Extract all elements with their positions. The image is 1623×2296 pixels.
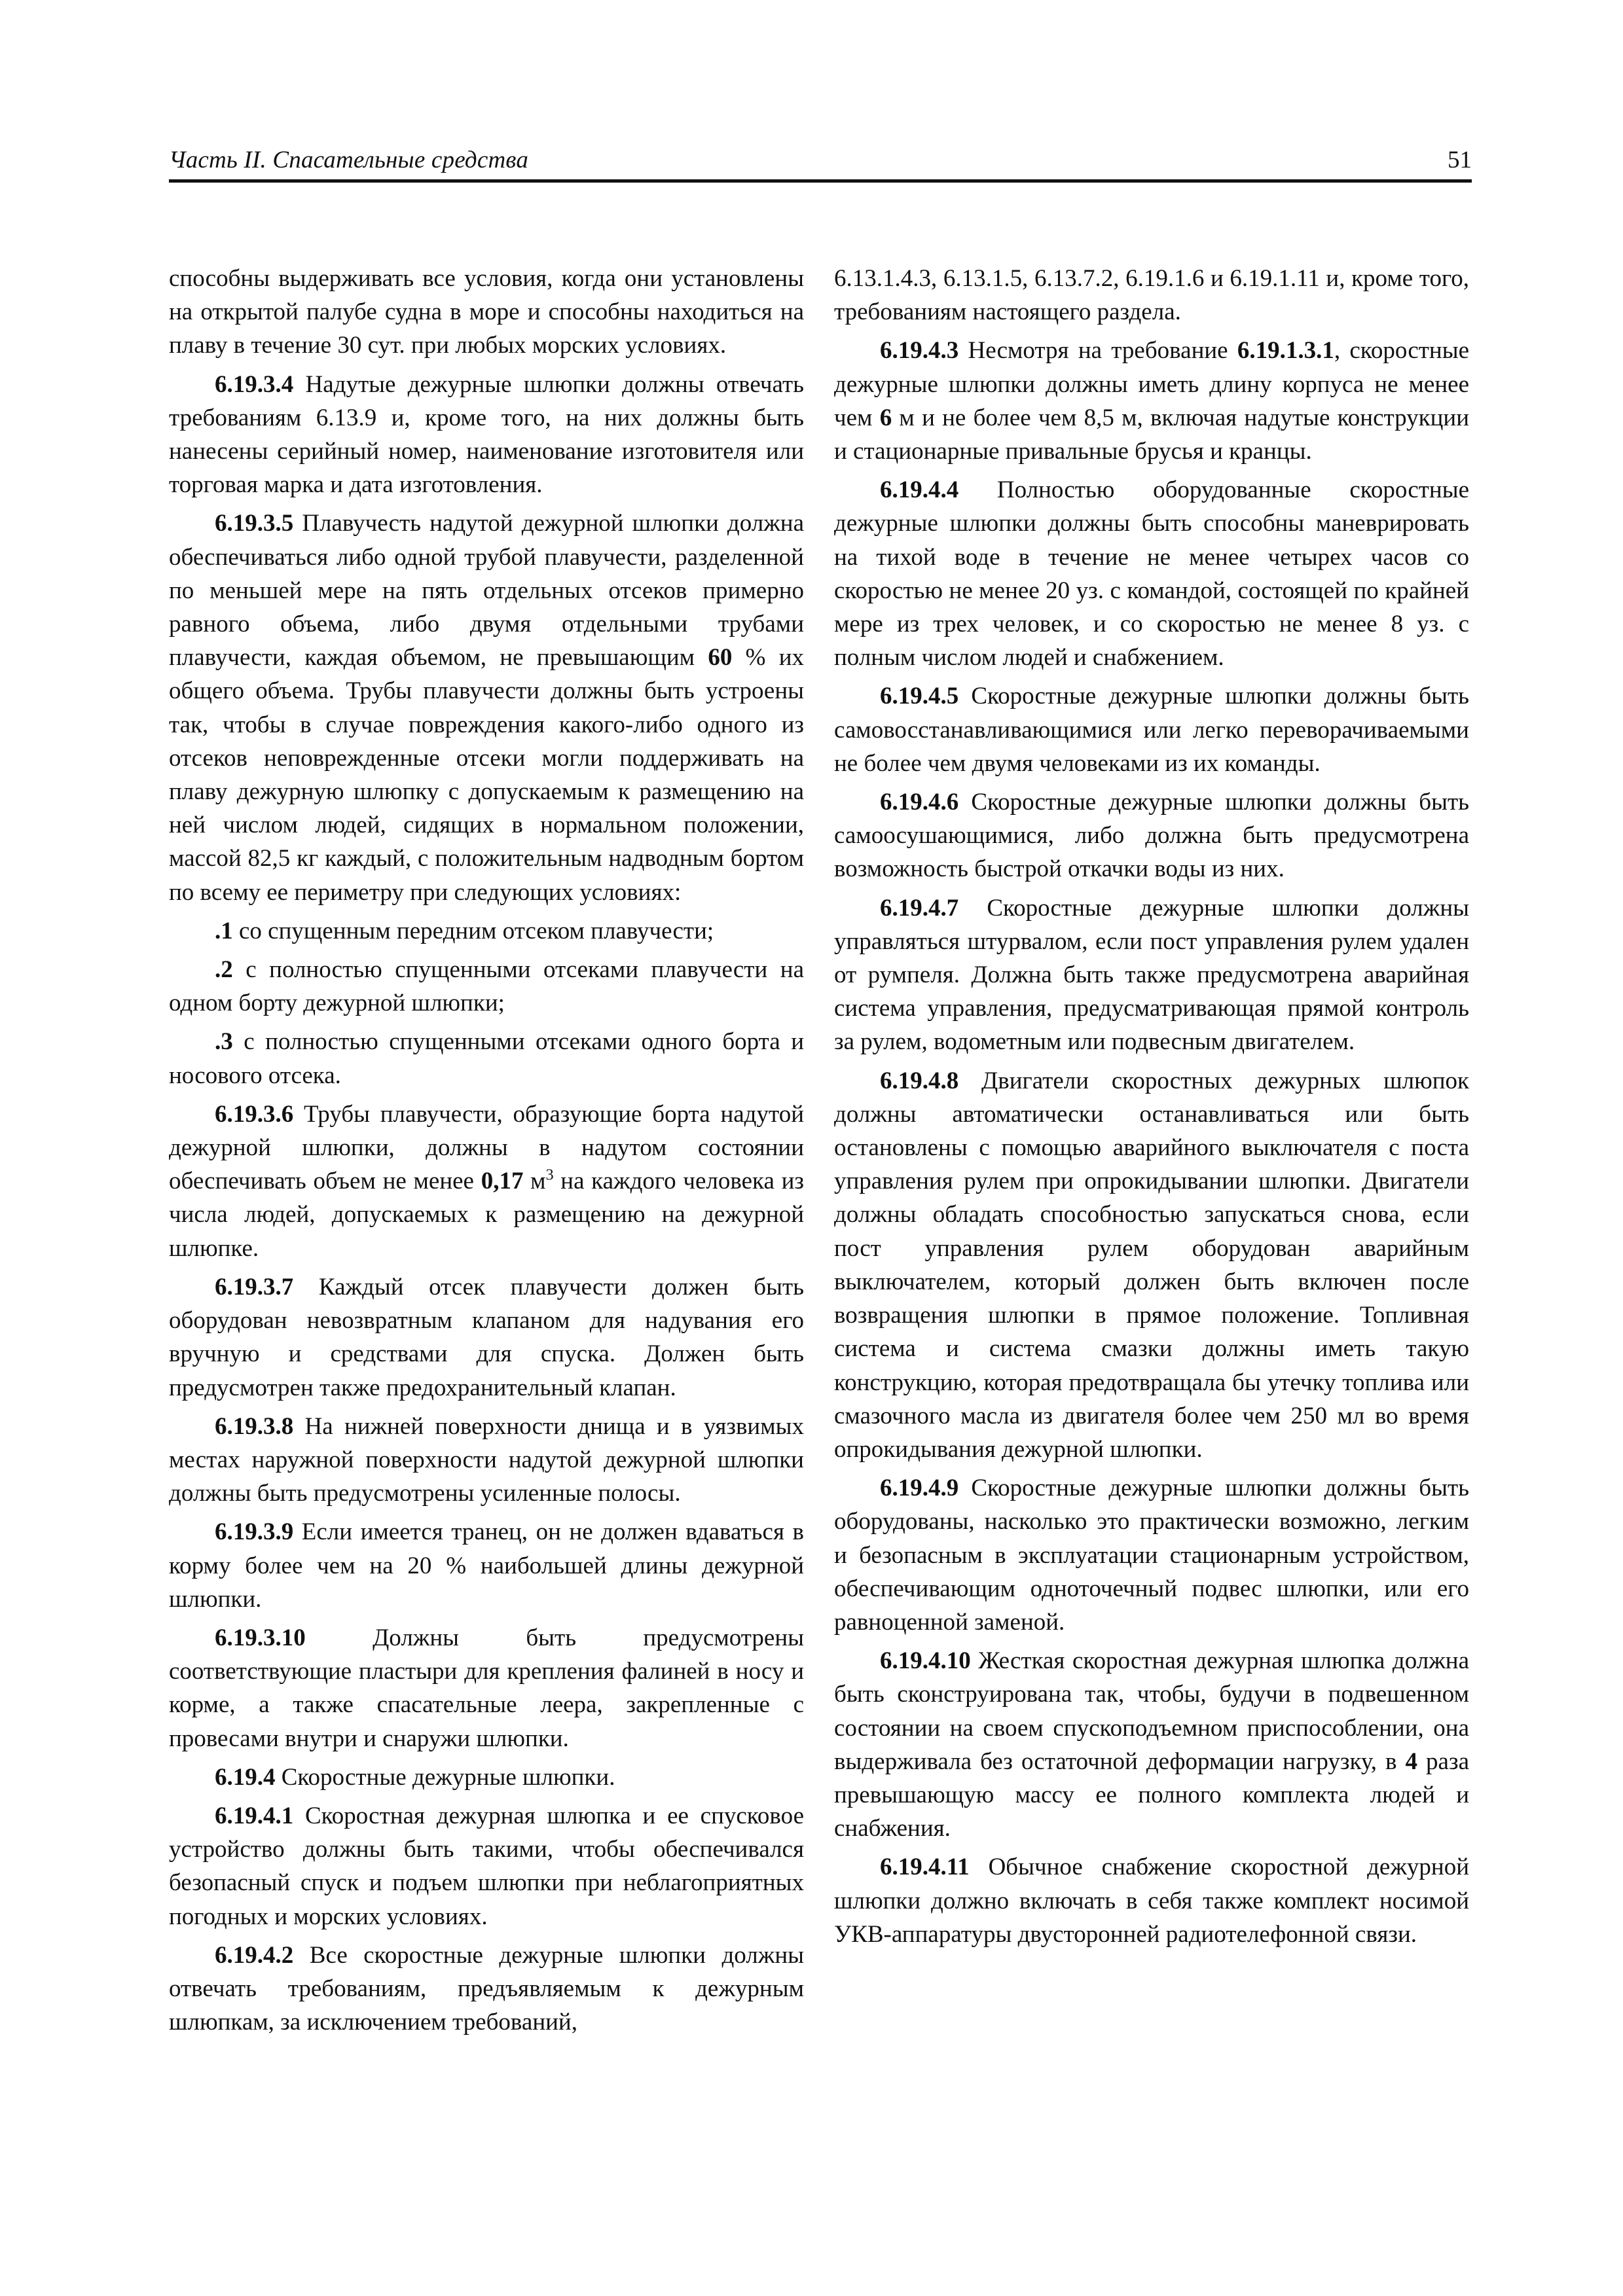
clause-number: 6.19.3.6: [215, 1100, 294, 1128]
clause-number: 6.19.4.4: [880, 476, 959, 504]
paragraph: [834, 679, 1469, 780]
clause-number: 6.19.4.8: [880, 1067, 959, 1094]
bold-value: 4: [1405, 1748, 1418, 1775]
item-number: .3: [215, 1028, 233, 1056]
paragraph-text: Надутые дежурные шлюпки должны отвечать требованиям 6.13.9 и, кроме того, на них должны быть нанесены серийный номер, наименование изготовителя или торговая марка и дата изготовления.: [169, 370, 804, 499]
paragraph-text: Двигатели скоростных дежурных шлюпок должны автоматически останавливаться или быть остановлены с помощью аварийного выключателя с поста управления рулем при опрокидывании шлюпки. Двигатели должны обладать способностью запускаться снова, если пост управления рулем оборудован аварийным выключателем, который должен быть включен после возвращения шлюпки в прямое положение. Топливная система и система смазки должны иметь такую конструкцию, которая предотвращала бы утечку топлива или смазочного масла из двигателя более чем 250 мл во время опрокидывания дежурной шлюпки.: [834, 1067, 1469, 1463]
clause-number: 6.19.3.8: [215, 1412, 294, 1440]
clause-number: 6.19.4.2: [215, 1941, 294, 1969]
paragraph-text: Должны быть предусмотрены соответствующие пластыри для крепления фалиней в носу и корме, а также спасательные леера, закрепленные с провесами внутри и снаружи шлюпки.: [169, 1624, 804, 1752]
paragraph-text: на каждого человека из числа людей, допускаемых к размещению на дежурной шлюпке.: [169, 1168, 804, 1262]
paragraph: [834, 1064, 1469, 1466]
paragraph: [834, 891, 1469, 1059]
paragraph-text: Жесткая скоростная дежурная шлюпка должна быть сконструирована так, чтобы, будучи в подвешенном состоянии на своем спускоподъемном приспособлении, она выдерживала без остаточной деформации нагрузку, в: [834, 1647, 1469, 1775]
paragraph: [169, 1939, 804, 2039]
paragraph: [169, 1098, 804, 1265]
paragraph-text: Плавучесть надутой дежурной шлюпки должна обеспечиваться либо одной трубой плавучести, разделенной по меньшей мере на пять отдельных отсеков примерно равного объема, либо двумя отдельными трубами плавучести, каждая объемом, не превышающим: [169, 510, 804, 672]
unit: м: [523, 1168, 546, 1195]
paragraph: [834, 473, 1469, 674]
paragraph: [834, 1644, 1469, 1845]
clause-number: 6.19.3.10: [215, 1624, 306, 1651]
paragraph: [169, 1799, 804, 1933]
paragraph-text: Скоростные дежурные шлюпки должны быть самовосстанавливающимися или легко переворачиваемыми не более чем двумя человеками из их команды.: [834, 683, 1469, 777]
item-text: с полностью спущенными отсеками плавучести на одном борту дежурной шлюпки;: [169, 956, 804, 1017]
clause-number: 6.19.3.5: [215, 510, 294, 537]
paragraph-text: На нижней поверхности днища и в уязвимых местах наружной поверхности надутой дежурной шлюпки должны быть предусмотрены усиленные полосы.: [169, 1412, 804, 1507]
paragraph-text: Обычное снабжение скоростной дежурной шлюпки должно включать в себя также комплект носимой УКВ-аппаратуры двусторонней радиотелефонной связи.: [834, 1854, 1469, 1948]
item-number: .1: [215, 917, 233, 944]
paragraph: [169, 1270, 804, 1405]
section-title: Скоростные дежурные шлюпки.: [275, 1763, 615, 1791]
bold-value: 6: [879, 404, 892, 431]
paragraph-text: Трубы плавучести, образующие борта надутой дежурной шлюпки, должны в надутом состоянии обеспечивать объем не менее: [169, 1100, 804, 1195]
item-text: со спущенным передним отсеком плавучести;: [232, 917, 714, 944]
page-number: 51: [1448, 147, 1472, 173]
clause-number: 6.19.3.9: [215, 1518, 294, 1546]
clause-number: 6.19.4.11: [880, 1854, 970, 1881]
clause-number: 6.19.3.7: [215, 1273, 294, 1300]
paragraph: [834, 334, 1469, 468]
list-item: [169, 914, 804, 948]
paragraph-text: , скоростные дежурные шлюпки должны иметь длину корпуса не менее чем: [834, 337, 1469, 431]
clause-number: 6.19.3.4: [215, 370, 294, 398]
paragraph-text: Скоростная дежурная шлюпка и ее спусковое устройство должны быть такими, чтобы обеспечивался безопасный спуск и подъем шлюпки при неблагоприятных погодных и морских условиях.: [169, 1802, 804, 1930]
paragraph: [169, 1410, 804, 1511]
paragraph: [834, 1471, 1469, 1639]
paragraph: [169, 1621, 804, 1755]
paragraph-text: Несмотря на требование: [958, 337, 1237, 365]
paragraph-text: Скоростные дежурные шлюпки должны быть оборудованы, насколько это практически возможно, легким и безопасным в эксплуатации стационарным устройством, обеспечивающим одноточечный подвес шлюпки, или его равноценной заменой.: [834, 1475, 1469, 1636]
paragraph-text: м и не более чем 8,5 м, включая надутые конструкции и стационарные привальные брусья и кранцы.: [834, 404, 1469, 465]
clause-number: 6.19.4.3: [880, 337, 959, 365]
paragraph: [834, 785, 1469, 886]
paragraph: [834, 1850, 1469, 1951]
paragraph-text: способны выдерживать все условия, когда они установлены на открытой палубе судна в море и способны находиться на плаву в течение 30 сут. при любых морских условиях.: [169, 265, 804, 359]
running-header: [169, 143, 1472, 183]
list-item: [169, 953, 804, 1020]
bold-reference: 6.19.1.3.1: [1237, 337, 1334, 365]
running-title: Часть II. Спасательные средства: [169, 147, 529, 173]
paragraph: [169, 507, 804, 908]
paragraph-text: Скоростные дежурные шлюпки должны управляться штурвалом, если пост управления рулем удален от румпеля. Должна быть также предусмотрена аварийная система управления, предусматривающая прямой контроль за рулем, водометным или подвесным двигателем.: [834, 894, 1469, 1056]
paragraph-text: % их общего объема. Трубы плавучести должны быть устроены так, чтобы в случае повреждения какого-либо одного из отсеков неповрежденные отсеки могли поддерживать на плаву дежурную шлюпку с допускаемым к размещению на ней числом людей, сидящих в нормальном положении, массой 82,5 кг каждый, с положительным надводным бортом по всему ее периметру при следующих условиях:: [169, 644, 804, 906]
clause-number: 6.19.4.6: [880, 789, 959, 816]
clause-number: 6.19.4.1: [215, 1802, 294, 1829]
clause-number: 6.19.4.7: [880, 894, 959, 922]
bold-value: 0,17: [481, 1168, 524, 1195]
superscript: 3: [545, 1166, 554, 1184]
paragraph-text: Все скоростные дежурные шлюпки должны отвечать требованиям, предъявляемым к дежурным шлюпкам, за исключением требований,: [169, 1941, 804, 2036]
paragraph: [834, 262, 1469, 329]
right-column: [834, 262, 1469, 1956]
paragraph-text: Если имеется транец, он не должен вдаваться в корму более чем на 20 % наибольшей длины дежурной шлюпки.: [169, 1518, 804, 1613]
left-column: [169, 262, 804, 2044]
clause-number: 6.19.4: [215, 1763, 276, 1791]
section-heading: [169, 1761, 804, 1794]
paragraph-text: Каждый отсек плавучести должен быть оборудован невозвратным клапаном для надувания его вручную и средствами для спуска. Должен быть предусмотрен также предохранительный клапан.: [169, 1273, 804, 1401]
paragraph-text: Полностью оборудованные скоростные дежурные шлюпки должны быть способны маневрировать на тихой воде в течение не менее четырех часов со скоростью не менее 20 уз. с командой, состоящей по крайней мере из трех человек, и со скоростью не менее 8 уз. с полным числом людей и снабжением.: [834, 476, 1469, 672]
paragraph: [169, 262, 804, 363]
bold-value: 60: [708, 644, 733, 672]
references: 6.13.1.4.3, 6.13.1.5, 6.13.7.2, 6.19.1.6 и 6.19.1.11 и, кроме того, требованиям настоящего раздела.: [834, 265, 1469, 326]
item-text: с полностью спущенными отсеками одного борта и носового отсека.: [169, 1028, 804, 1089]
clause-number: 6.19.4.10: [880, 1647, 971, 1675]
paragraph-text: раза превышающую массу ее полного комплекта людей и снабжения.: [834, 1748, 1470, 1842]
clause-number: 6.19.4.9: [880, 1475, 959, 1502]
paragraph: [169, 1515, 804, 1616]
paragraph-text: Скоростные дежурные шлюпки должны быть самоосушающимися, либо должна быть предусмотрена возможность быстрой откачки воды из них.: [834, 789, 1469, 883]
clause-number: 6.19.4.5: [880, 683, 959, 710]
item-number: .2: [215, 956, 233, 984]
paragraph: [169, 368, 804, 502]
list-item: [169, 1025, 804, 1092]
